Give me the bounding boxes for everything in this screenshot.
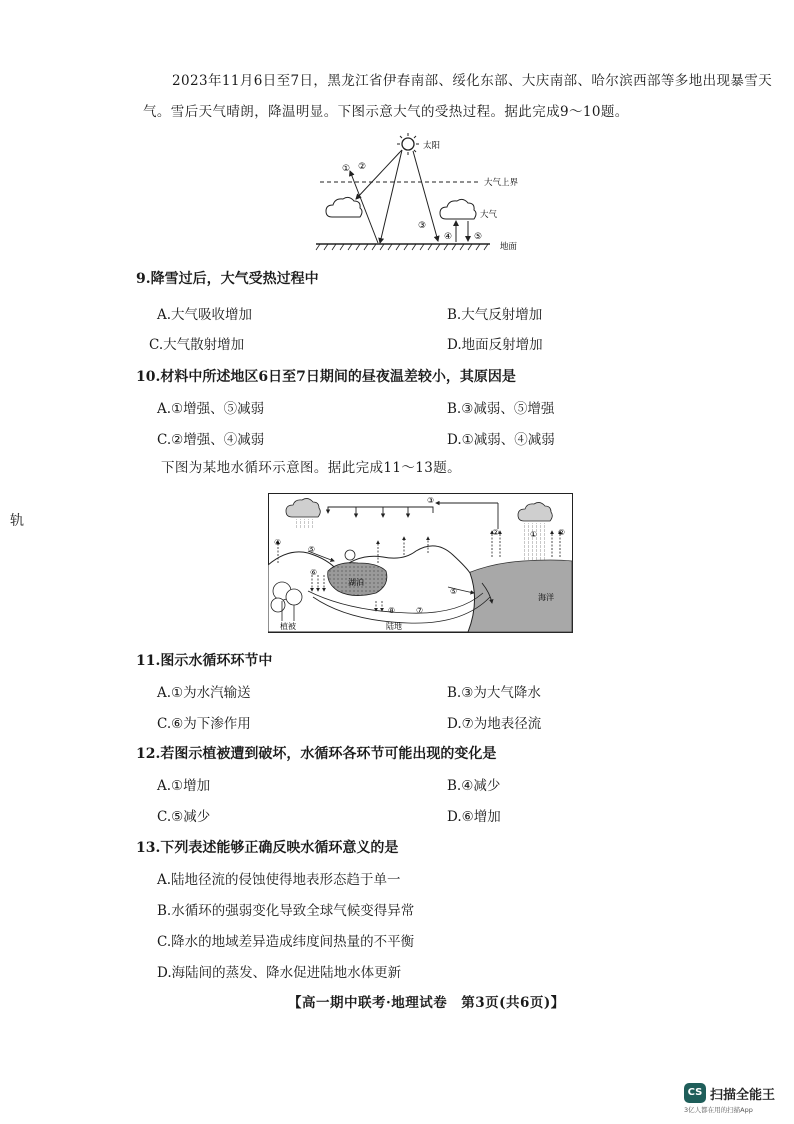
q13-stem: 13.下列表述能够正确反映水循环意义的是 <box>136 840 399 856</box>
cloud-icon-right <box>440 199 476 219</box>
q12-option-b[interactable]: B.④减少 <box>447 778 501 794</box>
ocean-label: 海洋 <box>538 593 554 602</box>
q13-option-c[interactable]: C.降水的地域差异造成纬度间热量的不平衡 <box>157 934 415 950</box>
marker-1: ① <box>342 164 351 174</box>
cloud-icon-left <box>326 197 362 217</box>
marker-3: ③ <box>418 221 427 231</box>
q10-stem: 10.材料中所述地区6日至7日期间的昼夜温差较小，其原因是 <box>136 369 516 385</box>
q9-option-c[interactable]: C.大气散射增加 <box>149 337 245 353</box>
wc-marker-1: ① <box>530 530 538 539</box>
sun-small-icon <box>345 550 355 560</box>
q9-stem: 9.降雪过后，大气受热过程中 <box>136 271 319 287</box>
wc-marker-7: ⑦ <box>416 606 424 615</box>
cs-logo-icon: CS <box>684 1083 706 1103</box>
scanner-tagline: 3亿人都在用的扫描App <box>684 1106 753 1114</box>
sun-icon <box>397 133 419 155</box>
wc-marker-2b: ② <box>558 528 566 537</box>
ground-label: 地面 <box>500 242 518 252</box>
wc-marker-4: ④ <box>274 538 282 547</box>
q13-option-b[interactable]: B.水循环的强弱变化导致全球气候变得异常 <box>157 903 415 919</box>
intro-line-1: 2023年11月6日至7日，黑龙江省伊春南部、绥化东部、大庆南部、哈尔滨西部等多地出现暴雪天 <box>172 73 773 89</box>
ocean-area <box>468 560 572 632</box>
q11-option-a[interactable]: A.①为水汽输送 <box>157 685 251 701</box>
wc-marker-5a: ⑤ <box>308 545 316 554</box>
intro-line-2: 气。雪后天气晴朗，降温明显。下图示意大气的受热过程。据此完成9～10题。 <box>143 104 629 120</box>
wc-marker-8: ⑧ <box>388 606 396 615</box>
intro-2: 下图为某地水循环示意图。据此完成11～13题。 <box>161 460 462 476</box>
marker-4: ④ <box>444 232 453 242</box>
wc-marker-6: ⑥ <box>310 568 318 577</box>
q10-option-c[interactable]: C.②增强、④减弱 <box>157 432 265 448</box>
q10-option-a[interactable]: A.①增强、⑤减弱 <box>157 401 265 417</box>
lake-label: 湖泊 <box>348 578 364 587</box>
wc-marker-3: ③ <box>427 496 435 505</box>
atmosphere-heating-diagram <box>310 133 530 255</box>
q13-option-a[interactable]: A.陆地径流的侵蚀使得地表形态趋于单一 <box>157 872 401 888</box>
q9-option-d[interactable]: D.地面反射增加 <box>447 337 543 353</box>
q12-option-a[interactable]: A.①增加 <box>157 778 211 794</box>
marker-2: ② <box>358 162 367 172</box>
q11-stem: 11.图示水循环环节中 <box>136 653 273 669</box>
sun-label: 太阳 <box>423 141 441 151</box>
land-label: 陆地 <box>386 622 402 631</box>
side-char: 轨 <box>10 513 24 529</box>
vegetation-label: 植被 <box>280 622 296 631</box>
q12-stem: 12.若图示植被遭到破坏，水循环各环节可能出现的变化是 <box>136 746 497 762</box>
upper-atmosphere-label: 大气上界 <box>484 178 519 188</box>
q12-option-c[interactable]: C.⑤减少 <box>157 809 211 825</box>
q11-option-c[interactable]: C.⑥为下渗作用 <box>157 716 251 732</box>
wc-marker-5b: ⑤ <box>450 587 458 596</box>
q9-option-a[interactable]: A.大气吸收增加 <box>157 307 253 323</box>
page-footer: 【高一期中联考·地理试卷 第3页(共6页)】 <box>288 995 565 1011</box>
water-cycle-diagram <box>268 493 573 633</box>
q11-option-d[interactable]: D.⑦为地表径流 <box>447 716 542 732</box>
wc-marker-2a: ② <box>492 528 500 537</box>
q10-option-b[interactable]: B.③减弱、⑤增强 <box>447 401 555 417</box>
q9-option-b[interactable]: B.大气反射增加 <box>447 307 543 323</box>
q11-option-b[interactable]: B.③为大气降水 <box>447 685 541 701</box>
q12-option-d[interactable]: D.⑥增加 <box>447 809 501 825</box>
scanner-app-name: 扫描全能王 <box>710 1088 776 1103</box>
marker-5: ⑤ <box>474 232 483 242</box>
q13-option-d[interactable]: D.海陆间的蒸发、降水促进陆地水体更新 <box>157 965 402 981</box>
scanner-logo <box>684 1083 788 1117</box>
q10-option-d[interactable]: D.①减弱、④减弱 <box>447 432 555 448</box>
atmosphere-label: 大气 <box>480 210 498 220</box>
